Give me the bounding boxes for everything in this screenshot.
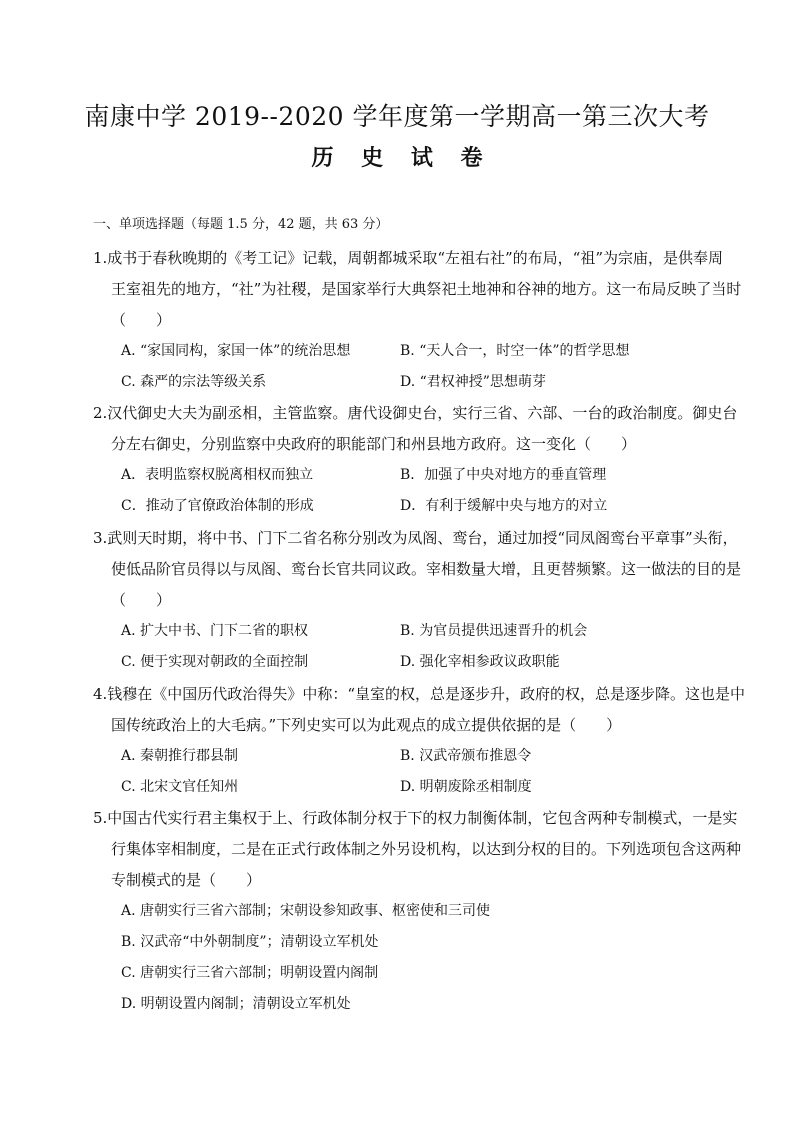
question-5-stem-line-1: 5.中国古代实行君主集权于上、行政体制分权于下的权力制衡体制，它包含两种专制模式，一是实 [93,809,738,827]
question-4-stem-line-2: 国传统政治上的大毛病。”下列史实可以为此观点的成立提供依据的是（ ） [111,716,622,734]
question-5-option-d: D. 明朝设置内阁制；清朝设立军机处 [121,996,351,1012]
question-4-option-a: A. 秦朝推行郡县制 [121,748,239,764]
question-3-stem-line-2: 使低品阶官员得以与凤阁、鸾台长官共同议政。宰相数量大增，且更替频繁。这一做法的目的是 [111,560,742,578]
question-1-stem-line-1: 1.成书于春秋晚期的《考工记》记载，周朝都城采取“左祖右社”的布局，“祖”为宗庙，是供奉周 [93,249,723,267]
question-2-stem-line-2: 分左右御史，分别监察中央政府的职能部门和州县地方政府。这一变化（ ） [111,435,637,453]
question-4-option-d: D. 明朝废除丞相制度 [400,779,532,795]
question-5-option-c: C. 唐朝实行三省六部制；明朝设置内阁制 [121,965,379,981]
question-1-option-c: C. 森严的宗法等级关系 [121,374,267,390]
question-2-option-c: C．推动了官僚政治体制的形成 [121,498,314,514]
question-2-option-a: A．表明监察权脱离相权而独立 [121,467,314,483]
exam-title: 南康中学 2019--2020 学年度第一学期高一第三次大考 [84,102,710,131]
question-3-option-b: B. 为官员提供迅速晋升的机会 [400,623,588,639]
question-1-option-d: D. “君权神授”思想萌芽 [400,374,546,390]
question-2-stem-line-1: 2.汉代御史大夫为副丞相，主管监察。唐代设御史台，实行三省、六部、一台的政治制度。御史台 [93,404,738,422]
question-3-option-c: C. 便于实现对朝政的全面控制 [121,654,309,670]
question-1-option-b: B. “天人合一，时空一体”的哲学思想 [400,343,630,359]
question-3-option-d: D. 强化宰相参政议政职能 [400,654,560,670]
question-4-option-b: B. 汉武帝颁布推恩令 [400,748,532,764]
question-5-option-b: B. 汉武帝“中外朝制度”；清朝设立军机处 [121,934,379,950]
question-4-option-c: C. 北宋文官任知州 [121,779,239,795]
question-3-stem-line-1: 3.武则天时期，将中书、门下二省名称分别改为凤阁、鸾台，通过加授“同凤阁鸾台平章事”头衔， [93,529,738,547]
question-1-stem-line-2: 王室祖先的地方，“社”为社稷，是国家举行大典祭祀土地神和谷神的地方。这一布局反映了当时 [111,280,742,298]
question-2-option-b: B．加强了中央对地方的垂直管理 [400,467,607,483]
question-1-option-a: A. “家国同构，家国一体”的统治思想 [121,343,351,359]
section-heading: 一、单项选择题（每题 1.5 分，42 题，共 63 分） [93,217,389,232]
question-3-answer-bracket: （ ） [111,591,172,609]
question-5-stem-line-3: 专制模式的是（ ） [111,871,262,889]
question-5-stem-line-2: 行集体宰相制度，二是在正式行政体制之外另设机构，以达到分权的目的。下列选项包含这两种 [111,840,742,858]
question-5-option-a: A. 唐朝实行三省六部制；宋朝设参知政事、枢密使和三司使 [121,903,491,919]
exam-subtitle: 历 史 试 卷 [311,145,493,171]
question-4-stem-line-1: 4.钱穆在《中国历代政治得失》中称：“皇室的权，总是逐步升，政府的权，总是逐步降。这也是中 [93,685,745,703]
question-3-option-a: A. 扩大中书、门下二省的职权 [121,623,309,639]
question-2-option-d: D．有利于缓解中央与地方的对立 [400,498,608,514]
question-1-answer-bracket: （ ） [111,311,172,329]
